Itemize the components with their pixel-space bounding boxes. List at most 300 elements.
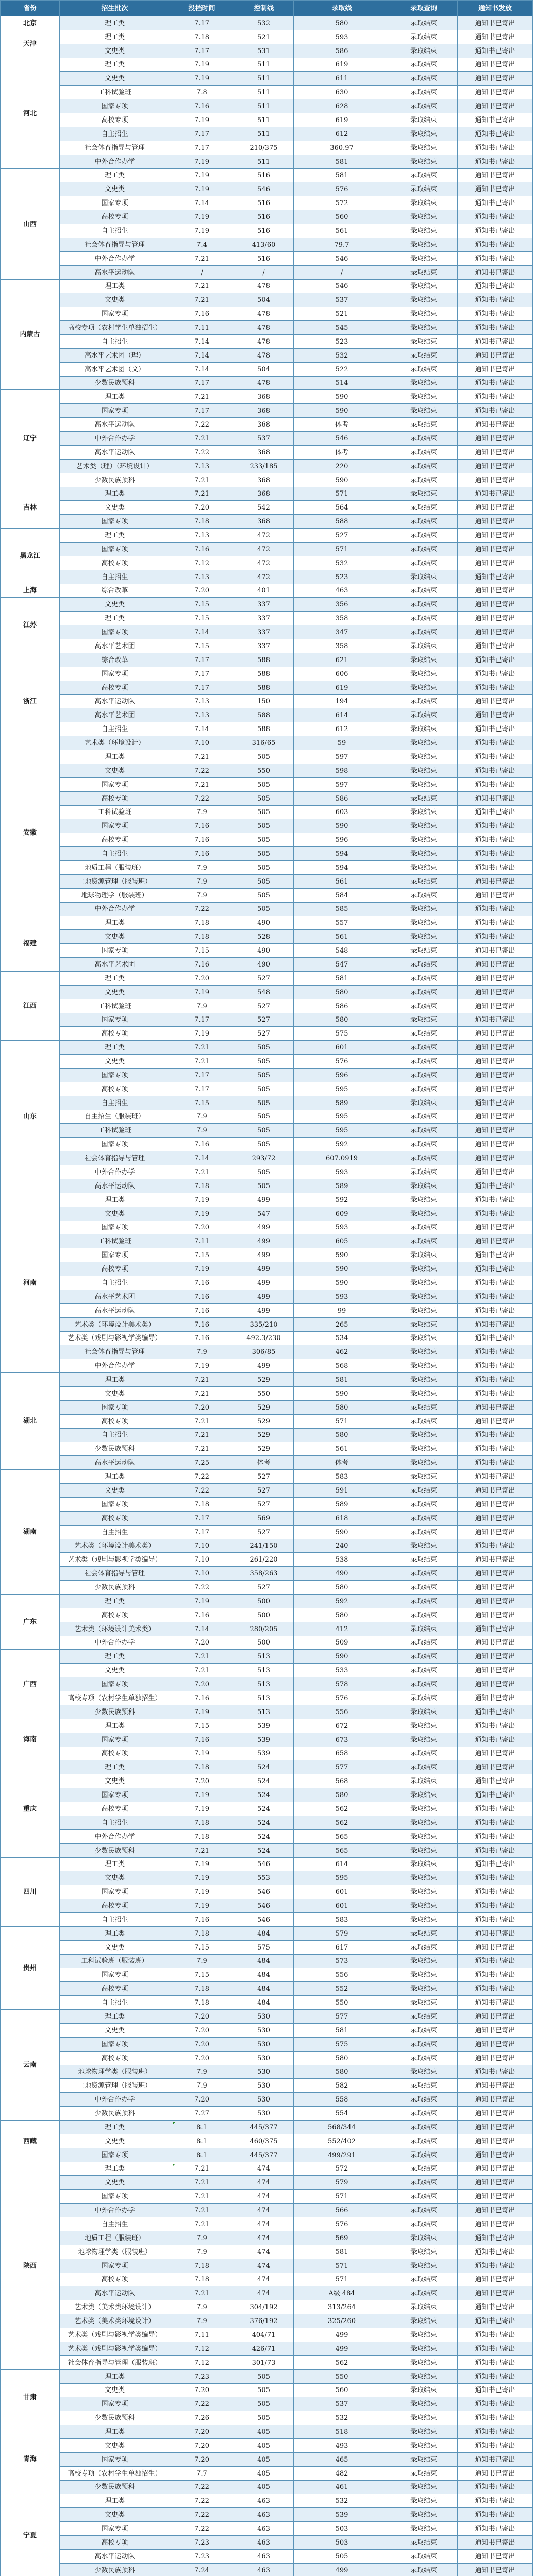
control-line-cell: 539 [234, 1747, 294, 1760]
date-cell: 7.20 [170, 2052, 234, 2065]
province-cell: 北京 [0, 16, 60, 30]
admission-line-cell: 619 [294, 58, 390, 72]
notice-status-cell: 通知书已寄出 [458, 1760, 533, 1774]
control-line-cell: 484 [234, 1982, 294, 1996]
date-cell: 7.16 [170, 1332, 234, 1345]
query-status-cell: 录取结束 [390, 16, 458, 30]
notice-status-cell: 通知书已寄出 [458, 695, 533, 708]
control-line-cell: 499 [234, 1290, 294, 1304]
notice-status-cell: 通知书已寄出 [458, 1677, 533, 1691]
admission-line-cell: 461 [294, 2481, 390, 2494]
date-cell: 7.17 [170, 44, 234, 58]
control-line-cell: 460/375 [234, 2134, 294, 2148]
date-cell: 7.19 [170, 169, 234, 182]
admission-line-cell: 576 [294, 1691, 390, 1705]
date-cell: 7.9 [170, 1955, 234, 1968]
date-cell: 7.21 [170, 1650, 234, 1664]
admission-line-cell: 552 [294, 1982, 390, 1996]
batch-cell: 国家专项 [60, 2038, 170, 2052]
date-cell: 7.15 [170, 612, 234, 625]
date-cell: 7.22 [170, 2508, 234, 2522]
control-line-cell: 499 [234, 1234, 294, 1248]
batch-cell: 工科试验班（服装班） [60, 1955, 170, 1968]
batch-cell: 工科试验班 [60, 1124, 170, 1138]
query-status-cell: 录取结束 [390, 1885, 458, 1899]
admission-line-cell: 595 [294, 1124, 390, 1138]
control-line-cell: 505 [234, 1165, 294, 1179]
date-cell: 7.16 [170, 1913, 234, 1927]
notice-status-cell: 通知书已寄出 [458, 1165, 533, 1179]
date-cell: 7.16 [170, 847, 234, 861]
admission-line-cell: 体考 [294, 418, 390, 432]
date-cell: 7.19 [170, 113, 234, 127]
batch-cell: 国家专项 [60, 2522, 170, 2536]
query-status-cell: 录取结束 [390, 2231, 458, 2245]
batch-cell: 高校专项 [60, 1982, 170, 1996]
control-line-cell: 550 [234, 764, 294, 778]
date-cell: 7.21 [170, 2176, 234, 2190]
notice-status-cell: 通知书已寄出 [458, 1221, 533, 1234]
notice-status-cell: 通知书已寄出 [458, 1442, 533, 1456]
query-status-cell: 录取结束 [390, 1581, 458, 1595]
control-line-cell: 474 [234, 2204, 294, 2217]
admission-line-cell: 548 [294, 944, 390, 958]
batch-cell: 高校专项 [60, 1608, 170, 1622]
control-line-cell: 484 [234, 1996, 294, 2010]
batch-cell: 中外合作办学 [60, 1830, 170, 1844]
province-cell: 江苏 [0, 598, 60, 653]
notice-status-cell: 通知书已寄出 [458, 404, 533, 418]
batch-cell: 文史类 [60, 1055, 170, 1069]
admission-line-cell: 584 [294, 889, 390, 903]
date-cell: 7.26 [170, 2411, 234, 2425]
admission-line-cell: 575 [294, 2038, 390, 2052]
control-line-cell: 527 [234, 972, 294, 986]
date-cell: 7.14 [170, 196, 234, 210]
control-line-cell: 511 [234, 58, 294, 72]
batch-cell: 社会体育指导与管理 [60, 238, 170, 252]
notice-status-cell: 通知书已寄出 [458, 363, 533, 377]
notice-status-cell: 通知书已寄出 [458, 1830, 533, 1844]
date-cell: 7.16 [170, 1304, 234, 1318]
query-status-cell: 录取结束 [390, 2550, 458, 2564]
date-cell: 7.17 [170, 1526, 234, 1539]
notice-status-cell: 通知书已寄出 [458, 1498, 533, 1512]
control-line-cell: 358/263 [234, 1567, 294, 1581]
notice-status-cell: 通知书已寄出 [458, 1858, 533, 1871]
notice-status-cell: 通知书已寄出 [458, 2300, 533, 2314]
date-cell: 7.21 [170, 390, 234, 404]
header-control-line: 控制线 [234, 0, 294, 16]
batch-cell: 高水平艺术团 [60, 639, 170, 653]
notice-status-cell: 通知书已寄出 [458, 1512, 533, 1526]
batch-cell: 理工类 [60, 30, 170, 44]
batch-cell: 高校专项 [60, 556, 170, 570]
control-line-cell: 529 [234, 1442, 294, 1456]
notice-status-cell: 通知书已寄出 [458, 1401, 533, 1415]
query-status-cell: 录取结束 [390, 446, 458, 460]
admission-line-cell: 595 [294, 1871, 390, 1885]
control-line-cell: 499 [234, 1304, 294, 1318]
control-line-cell: 293/72 [234, 1151, 294, 1165]
control-line-cell: 505 [234, 1041, 294, 1055]
date-cell: 7.20 [170, 1401, 234, 1415]
notice-status-cell: 通知书已寄出 [458, 224, 533, 238]
batch-cell: 自主招生 [60, 1526, 170, 1539]
control-line-cell: 368 [234, 446, 294, 460]
control-line-cell: 472 [234, 529, 294, 543]
batch-cell: 理工类 [60, 750, 170, 764]
query-status-cell: 录取结束 [390, 2439, 458, 2453]
date-cell: 7.16 [170, 1733, 234, 1747]
notice-status-cell: 通知书已寄出 [458, 1608, 533, 1622]
admission-line-cell: 490 [294, 1567, 390, 1581]
control-line-cell: 413/60 [234, 238, 294, 252]
notice-status-cell: 通知书已寄出 [458, 930, 533, 944]
batch-cell: 理工类 [60, 2162, 170, 2176]
batch-cell: 综合改革 [60, 653, 170, 667]
notice-status-cell: 通知书已寄出 [458, 750, 533, 764]
admission-line-cell: 571 [294, 487, 390, 501]
notice-status-cell: 通知书已寄出 [458, 169, 533, 182]
admission-line-cell: 576 [294, 2217, 390, 2231]
control-line-cell: 588 [234, 708, 294, 722]
batch-cell: 高水平艺术团 [60, 708, 170, 722]
query-status-cell: 录取结束 [390, 182, 458, 196]
query-status-cell: 录取结束 [390, 2190, 458, 2204]
batch-cell: 自主招生 [60, 335, 170, 349]
admission-line-cell: 581 [294, 2024, 390, 2038]
control-line-cell: 531 [234, 44, 294, 58]
notice-status-cell: 通知书已寄出 [458, 501, 533, 515]
province-cell: 西藏 [0, 2121, 60, 2162]
date-cell: 7.18 [170, 30, 234, 44]
batch-cell: 少数民族预科 [60, 1442, 170, 1456]
date-cell: 7.20 [170, 1774, 234, 1788]
control-line-cell: 463 [234, 2508, 294, 2522]
notice-status-cell: 通知书已寄出 [458, 1885, 533, 1899]
notice-status-cell: 通知书已寄出 [458, 2467, 533, 2481]
query-status-cell: 录取结束 [390, 999, 458, 1013]
control-line-cell: 524 [234, 1830, 294, 1844]
date-cell: 7.17 [170, 1082, 234, 1096]
notice-status-cell: 通知书已寄出 [458, 1262, 533, 1276]
date-cell: 7.11 [170, 2328, 234, 2342]
query-status-cell: 录取结束 [390, 2038, 458, 2052]
header-date: 投档时间 [170, 0, 234, 16]
control-line-cell: 500 [234, 1608, 294, 1622]
admission-line-cell: 583 [294, 1470, 390, 1484]
notice-status-cell: 通知书已寄出 [458, 999, 533, 1013]
query-status-cell: 录取结束 [390, 224, 458, 238]
control-line-cell: 499 [234, 1248, 294, 1262]
admission-line-cell: 532 [294, 2411, 390, 2425]
control-line-cell: 513 [234, 1650, 294, 1664]
query-status-cell: 录取结束 [390, 2121, 458, 2134]
province-cell: 吉林 [0, 487, 60, 529]
admission-line-cell: / [294, 266, 390, 280]
query-status-cell: 录取结束 [390, 819, 458, 833]
date-cell: 7.19 [170, 1027, 234, 1041]
admission-line-cell: 593 [294, 1290, 390, 1304]
control-line-cell: 588 [234, 667, 294, 681]
control-line-cell: / [234, 266, 294, 280]
notice-status-cell: 通知书已寄出 [458, 2093, 533, 2107]
notice-status-cell: 通知书已寄出 [458, 847, 533, 861]
notice-status-cell: 通知书已寄出 [458, 1332, 533, 1345]
date-cell: 7.16 [170, 1290, 234, 1304]
query-status-cell: 录取结束 [390, 570, 458, 584]
query-status-cell: 录取结束 [390, 377, 458, 390]
date-cell: 8.1 [170, 2121, 234, 2134]
admission-line-cell: 576 [294, 1055, 390, 1069]
batch-cell: 文史类 [60, 2384, 170, 2397]
date-cell: 7.18 [170, 1760, 234, 1774]
control-line-cell: 337 [234, 639, 294, 653]
batch-cell: 理工类 [60, 1373, 170, 1387]
control-line-cell: 505 [234, 1138, 294, 1151]
batch-cell: 艺术类（美术类环境设计） [60, 2300, 170, 2314]
notice-status-cell: 通知书已寄出 [458, 778, 533, 792]
date-cell: 7.19 [170, 986, 234, 999]
cell-marker-icon [173, 2164, 175, 2166]
control-line-cell: 511 [234, 99, 294, 113]
batch-cell: 自主招生 [60, 127, 170, 141]
batch-cell: 高校专项 [60, 2536, 170, 2550]
admission-line-cell: 581 [294, 972, 390, 986]
batch-cell: 中外合作办学 [60, 2204, 170, 2217]
query-status-cell: 录取结束 [390, 2481, 458, 2494]
notice-status-cell: 通知书已寄出 [458, 2121, 533, 2134]
admission-line-cell: 358 [294, 639, 390, 653]
control-line-cell: 505 [234, 750, 294, 764]
province-cell: 安徽 [0, 750, 60, 916]
query-status-cell: 录取结束 [390, 1290, 458, 1304]
batch-cell: 高水平艺术团（文） [60, 363, 170, 377]
batch-cell: 自主招生 [60, 2217, 170, 2231]
control-line-cell: 530 [234, 2038, 294, 2052]
admission-line-cell: 558 [294, 2093, 390, 2107]
date-cell: 7.22 [170, 1470, 234, 1484]
batch-cell: 艺术类（理）（环境设计） [60, 460, 170, 473]
province-cell: 广西 [0, 1650, 60, 1719]
batch-cell: 中外合作办学 [60, 432, 170, 446]
query-status-cell: 录取结束 [390, 99, 458, 113]
control-line-cell: 474 [234, 2273, 294, 2286]
notice-status-cell: 通知书已寄出 [458, 1124, 533, 1138]
date-cell: 7.21 [170, 2190, 234, 2204]
query-status-cell: 录取结束 [390, 916, 458, 930]
notice-status-cell: 通知书已寄出 [458, 986, 533, 999]
control-line-cell: 511 [234, 155, 294, 169]
notice-status-cell: 通知书已寄出 [458, 1373, 533, 1387]
query-status-cell: 录取结束 [390, 543, 458, 556]
notice-status-cell: 通知书已寄出 [458, 875, 533, 889]
query-status-cell: 录取结束 [390, 2564, 458, 2576]
query-status-cell: 录取结束 [390, 335, 458, 349]
date-cell: 7.19 [170, 1802, 234, 1816]
query-status-cell: 录取结束 [390, 473, 458, 487]
admission-line-cell: 565 [294, 1844, 390, 1858]
query-status-cell: 录取结束 [390, 1691, 458, 1705]
control-line-cell: 368 [234, 418, 294, 432]
notice-status-cell: 通知书已寄出 [458, 570, 533, 584]
date-cell: 7.16 [170, 99, 234, 113]
query-status-cell: 录取结束 [390, 2286, 458, 2300]
admission-line-cell: 617 [294, 1941, 390, 1955]
batch-cell: 高校专项 [60, 1899, 170, 1913]
notice-status-cell: 通知书已寄出 [458, 1650, 533, 1664]
batch-cell: 国家专项 [60, 1788, 170, 1802]
date-cell: 7.21 [170, 1429, 234, 1442]
notice-status-cell: 通知书已寄出 [458, 2162, 533, 2176]
date-cell: 7.17 [170, 127, 234, 141]
query-status-cell: 录取结束 [390, 1165, 458, 1179]
province-cell: 山东 [0, 1041, 60, 1193]
control-line-cell: 150 [234, 695, 294, 708]
date-cell: 7.23 [170, 2536, 234, 2550]
date-cell: 7.20 [170, 2024, 234, 2038]
batch-cell: 自主招生 [60, 1816, 170, 1830]
query-status-cell: 录取结束 [390, 792, 458, 806]
notice-status-cell: 通知书已寄出 [458, 625, 533, 639]
notice-status-cell: 通知书已寄出 [458, 1387, 533, 1401]
batch-cell: 高校专项 [60, 113, 170, 127]
notice-status-cell: 通知书已寄出 [458, 903, 533, 916]
control-line-cell: 539 [234, 1719, 294, 1733]
date-cell: 7.18 [170, 930, 234, 944]
control-line-cell: 484 [234, 1955, 294, 1968]
query-status-cell: 录取结束 [390, 1234, 458, 1248]
control-line-cell: 537 [234, 432, 294, 446]
notice-status-cell: 通知书已寄出 [458, 1415, 533, 1429]
province-cell: 辽宁 [0, 390, 60, 487]
control-line-cell: 505 [234, 1082, 294, 1096]
control-line-cell: 530 [234, 2107, 294, 2121]
date-cell: 7.9 [170, 2065, 234, 2079]
query-status-cell: 录取结束 [390, 2425, 458, 2439]
admission-line-cell: 493 [294, 2439, 390, 2453]
query-status-cell: 录取结束 [390, 1304, 458, 1318]
control-line-cell: 527 [234, 1526, 294, 1539]
admission-line-cell: A级 484 [294, 2286, 390, 2300]
notice-status-cell: 通知书已寄出 [458, 2148, 533, 2162]
date-cell: 7.21 [170, 487, 234, 501]
admission-line-cell: 79.7 [294, 238, 390, 252]
date-cell: 7.14 [170, 722, 234, 736]
query-status-cell: 录取结束 [390, 1747, 458, 1760]
admission-line-cell: 561 [294, 224, 390, 238]
date-cell: 7.15 [170, 598, 234, 612]
batch-cell: 社会体育指导与管理 [60, 1345, 170, 1359]
admission-line-cell: 463 [294, 584, 390, 598]
admission-line-cell: 560 [294, 2384, 390, 2397]
control-line-cell: 505 [234, 778, 294, 792]
notice-status-cell: 通知书已寄出 [458, 1968, 533, 1982]
query-status-cell: 录取结束 [390, 1733, 458, 1747]
query-status-cell: 录取结束 [390, 1982, 458, 1996]
query-status-cell: 录取结束 [390, 2508, 458, 2522]
date-cell: 7.11 [170, 321, 234, 335]
control-line-cell: 484 [234, 1927, 294, 1941]
query-status-cell: 录取结束 [390, 460, 458, 473]
control-line-cell: 335/210 [234, 1318, 294, 1332]
notice-status-cell: 通知书已寄出 [458, 252, 533, 266]
date-cell: 7.17 [170, 1512, 234, 1526]
date-cell: 7.27 [170, 2107, 234, 2121]
batch-cell: 高水平艺术团 [60, 958, 170, 972]
batch-cell: 高校专项（农村学生单独招生） [60, 2467, 170, 2481]
admission-line-cell: 265 [294, 1318, 390, 1332]
admission-line-cell: 546 [294, 432, 390, 446]
notice-status-cell: 通知书已寄出 [458, 1096, 533, 1110]
notice-status-cell: 通知书已寄出 [458, 1567, 533, 1581]
batch-cell: 高水平运动队 [60, 1179, 170, 1193]
date-cell: 7.25 [170, 1456, 234, 1470]
batch-cell: 文史类 [60, 501, 170, 515]
admission-line-cell: 568 [294, 1774, 390, 1788]
query-status-cell: 录取结束 [390, 1193, 458, 1207]
control-line-cell: 505 [234, 819, 294, 833]
batch-cell: 高水平运动队 [60, 418, 170, 432]
control-line-cell: 490 [234, 944, 294, 958]
control-line-cell: 527 [234, 1484, 294, 1498]
admission-line-cell: 593 [294, 30, 390, 44]
query-status-cell: 录取结束 [390, 1442, 458, 1456]
control-line-cell: 474 [234, 2245, 294, 2259]
notice-status-cell: 通知书已寄出 [458, 1705, 533, 1719]
admission-line-cell: 546 [294, 252, 390, 266]
notice-status-cell: 通知书已寄出 [458, 2370, 533, 2384]
query-status-cell: 录取结束 [390, 903, 458, 916]
batch-cell: 地球物理学类（服装班） [60, 2065, 170, 2079]
date-cell: 7.17 [170, 1069, 234, 1082]
control-line-cell: 505 [234, 1179, 294, 1193]
date-cell: 7.20 [170, 2093, 234, 2107]
date-cell: 7.10 [170, 1553, 234, 1567]
admission-line-cell: 586 [294, 44, 390, 58]
query-status-cell: 录取结束 [390, 778, 458, 792]
query-status-cell: 录取结束 [390, 2052, 458, 2065]
query-status-cell: 录取结束 [390, 44, 458, 58]
batch-cell: 文史类 [60, 1664, 170, 1677]
admission-line-cell: 557 [294, 916, 390, 930]
batch-cell: 理工类 [60, 58, 170, 72]
notice-status-cell: 通知书已寄出 [458, 238, 533, 252]
batch-cell: 理工类 [60, 1470, 170, 1484]
admission-line-cell: 590 [294, 1387, 390, 1401]
query-status-cell: 录取结束 [390, 432, 458, 446]
date-cell: 7.9 [170, 2079, 234, 2093]
batch-cell: 高水平艺术团（理） [60, 349, 170, 363]
query-status-cell: 录取结束 [390, 210, 458, 224]
date-cell: 7.22 [170, 1484, 234, 1498]
notice-status-cell: 通知书已寄出 [458, 806, 533, 819]
query-status-cell: 录取结束 [390, 30, 458, 44]
notice-status-cell: 通知书已寄出 [458, 1553, 533, 1567]
date-cell: 7.21 [170, 1055, 234, 1069]
notice-status-cell: 通知书已寄出 [458, 2314, 533, 2328]
control-line-cell: 504 [234, 363, 294, 377]
date-cell: 7.18 [170, 2273, 234, 2286]
query-status-cell: 录取结束 [390, 155, 458, 169]
date-cell: 7.20 [170, 972, 234, 986]
batch-cell: 国家专项 [60, 1677, 170, 1691]
admission-line-cell: 527 [294, 529, 390, 543]
date-cell: 7.9 [170, 2314, 234, 2328]
control-line-cell: 426/71 [234, 2342, 294, 2356]
control-line-cell: 474 [234, 2217, 294, 2231]
